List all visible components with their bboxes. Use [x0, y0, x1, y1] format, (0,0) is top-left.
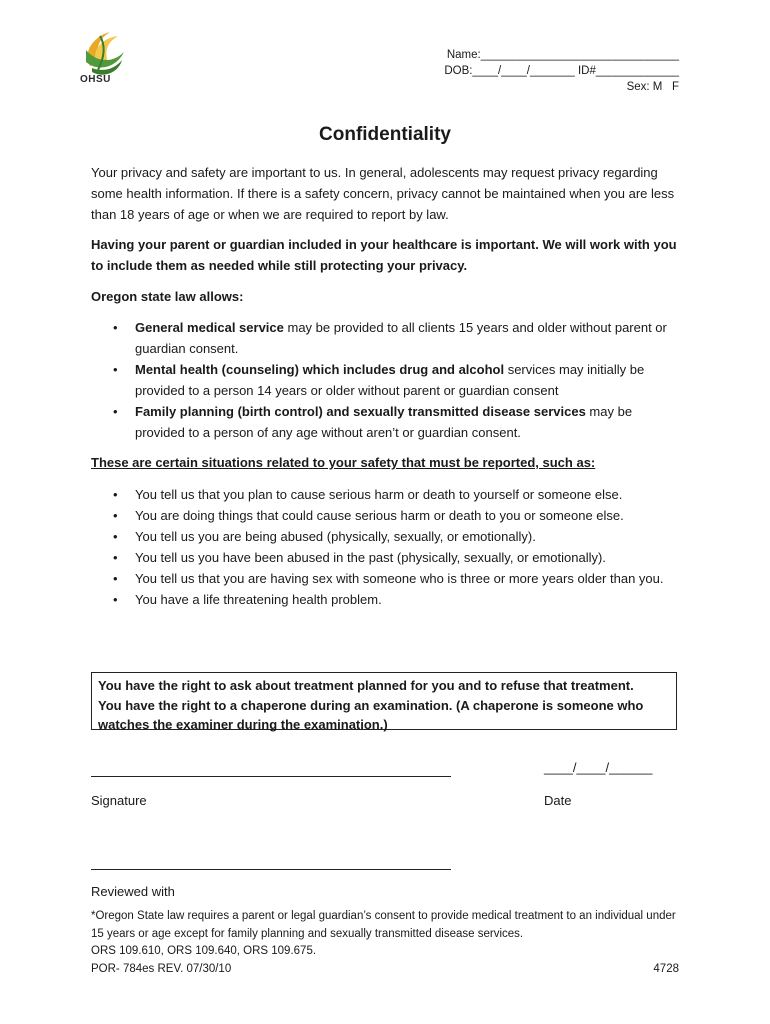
reviewed-line[interactable]: [91, 869, 451, 870]
law-list: [91, 317, 681, 443]
parent-note: Having your parent or guardian included in your healthcare is important. We will work with you to include them as needed while still protecting your privacy.: [91, 237, 677, 273]
list-item: [91, 401, 681, 443]
law-item-text: may be provided to all clients 15 years and older without parent or guardian consent.: [135, 320, 667, 356]
form-number: POR- 784es REV. 07/30/10: [91, 963, 232, 975]
list-item: [91, 317, 681, 359]
report-heading: These are certain situations related to your safety that must be reported, such as:: [91, 455, 596, 470]
report-item-text: You tell us you are being abused (physically, sexually, or emotionally).: [135, 529, 536, 544]
law-item-text: services may initially be provided to a person 14 years or older without parent or guardian consent: [135, 362, 645, 398]
bullet-icon: •: [113, 571, 118, 586]
report-item-text: You tell us that you are having sex with someone who is three or more years older than you.: [135, 571, 664, 586]
date-field[interactable]: ____/____/______: [544, 760, 653, 775]
list-item: [91, 505, 681, 526]
report-item-text: You tell us that you plan to cause serious harm or death to yourself or someone else.: [135, 487, 623, 502]
sex-field[interactable]: Sex: M F: [626, 81, 679, 93]
dob-id-field[interactable]: DOB:____/____/_______ ID#_____________: [444, 65, 679, 77]
name-field[interactable]: Name:_______________________________: [446, 49, 679, 61]
law-item-text: may be provided to a person of any age without aren’t or guardian consent.: [135, 404, 633, 440]
list-item: [91, 484, 681, 505]
page-title: Confidentiality: [319, 124, 451, 145]
rights-box: [91, 672, 677, 730]
logo-text: OHSU: [80, 74, 111, 85]
ors-references: ORS 109.610, ORS 109.640, ORS 109.675.: [91, 945, 317, 957]
list-item: [91, 589, 681, 610]
report-item-text: You are doing things that could cause serious harm or death to you or someone else.: [135, 508, 624, 523]
signature-label: Signature: [91, 793, 147, 808]
list-item: [91, 568, 681, 589]
law-item-title: Mental health (counseling) which includes drug and alcohol: [135, 362, 505, 377]
bullet-icon: •: [113, 404, 118, 419]
form-code: 4728: [653, 963, 679, 975]
bullet-icon: •: [113, 550, 118, 565]
date-label: Date: [544, 793, 572, 808]
law-heading: Oregon state law allows:: [91, 289, 244, 304]
bullet-icon: •: [113, 508, 118, 523]
bullet-icon: •: [113, 362, 118, 377]
reviewed-label: Reviewed with: [91, 884, 175, 899]
rights-chaperone: You have the right to a chaperone during an examination. (A chaperone is someone who watches the examiner during the examination.): [98, 697, 644, 732]
report-item-text: You tell us you have been abused in the past (physically, sexually, or emotionally).: [135, 550, 606, 565]
intro-paragraph: Your privacy and safety are important to us. In general, adolescents may request privacy regarding some health information. If there is a safety concern, privacy cannot be maintained when you are less than 18 years of age or when we are required to report by law.: [91, 165, 675, 222]
report-item-text: You have a life threatening health problem.: [135, 592, 382, 607]
report-list: [91, 484, 681, 610]
list-item: [91, 547, 681, 568]
bullet-icon: •: [113, 592, 118, 607]
rights-treatment: You have the right to ask about treatment planned for you and to refuse that treatment.: [98, 678, 634, 693]
law-item-title: General medical service: [135, 320, 284, 335]
bullet-icon: •: [113, 487, 118, 502]
list-item: [91, 359, 681, 401]
bullet-icon: •: [113, 320, 118, 335]
footnote: *Oregon State law requires a parent or legal guardian’s consent to provide medical treatment to an individual under 15 years or age except for family planning and sexually transmitted disease services.: [91, 910, 676, 940]
signature-line[interactable]: [91, 776, 451, 777]
list-item: [91, 526, 681, 547]
law-item-title: Family planning (birth control) and sexually transmitted disease services: [135, 404, 586, 419]
bullet-icon: •: [113, 529, 118, 544]
